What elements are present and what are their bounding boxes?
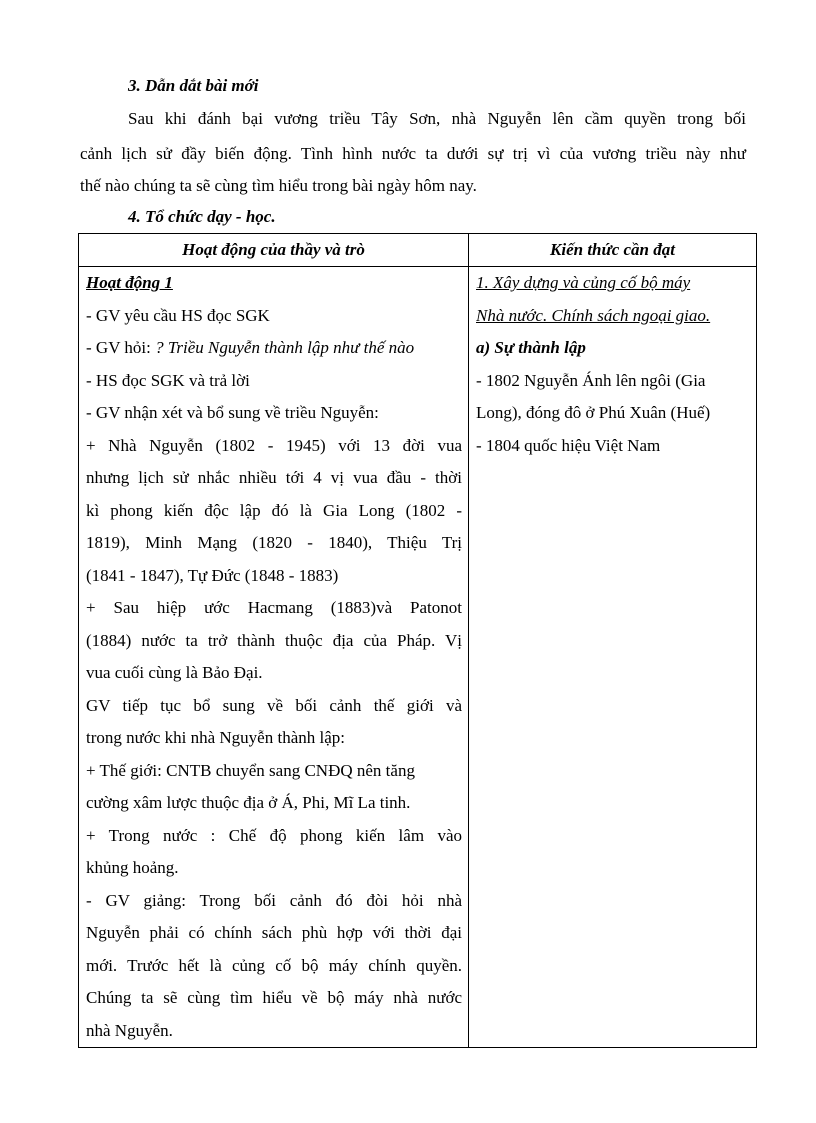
activity-line: Nguyễn phải có chính sách phù hợp với thời đại: [86, 923, 462, 942]
table-header-row: [79, 234, 757, 267]
activity-line: - GV nhận xét và bổ sung về triều Nguyễn:: [86, 403, 379, 422]
knowledge-title-line-2: Nhà nước. Chính sách ngoại giao.: [476, 305, 711, 325]
intro-paragraph-line-2: cảnh lịch sử đầy biến động. Tình hình nước ta dưới sự trị vì của vương triều này như: [80, 144, 746, 163]
activity-line: Chúng ta sẽ cùng tìm hiểu về bộ máy nhà nước: [86, 988, 462, 1007]
lesson-plan-table: [78, 233, 757, 1048]
activity-line: + Trong nước : Chế độ phong kiến lâm vào: [86, 825, 462, 845]
knowledge-line: Long), đóng đô ở Phú Xuân (Huế): [476, 403, 711, 422]
knowledge-title-line-1: 1. Xây dựng và củng cố bộ máy: [476, 273, 691, 292]
activity-line: - GV giảng: Trong bối cảnh đó đòi hỏi nhà: [86, 890, 462, 910]
knowledge-column: [469, 267, 757, 1048]
activity-line: trong nước khi nhà Nguyễn thành lập:: [86, 728, 345, 747]
header-teacher-student-activity: Hoạt động của thầy và trò: [79, 234, 469, 267]
activity-line: 1819), Minh Mạng (1820 - 1840), Thiệu Trị: [86, 533, 462, 552]
activity-line: - HS đọc SGK và trả lời: [86, 370, 250, 390]
intro-paragraph-line-1: Sau khi đánh bại vương triều Tây Sơn, nhà Nguyễn lên cầm quyền trong bối: [128, 109, 746, 128]
question-prefix: - GV hỏi:: [86, 338, 156, 357]
knowledge-line: - 1804 quốc hiệu Việt Nam: [476, 435, 661, 455]
intro-paragraph-line-3: thế nào chúng ta sẽ cùng tìm hiểu trong bài ngày hôm nay.: [80, 176, 477, 195]
activity-title: Hoạt động 1: [86, 273, 173, 292]
activity-line: cường xâm lược thuộc địa ở Á, Phi, Mĩ La tinh.: [86, 793, 411, 812]
activity-line: + Sau hiệp ước Hacmang (1883)và Patonot: [86, 598, 462, 617]
knowledge-line: - 1802 Nguyễn Ánh lên ngôi (Gia: [476, 370, 706, 390]
activity-line: + Thế giới: CNTB chuyển sang CNĐQ nên tăng: [86, 760, 415, 780]
activity-line: (1841 - 1847), Tự Đức (1848 - 1883): [86, 565, 339, 585]
section-3-heading: 3. Dẫn dắt bài mới: [128, 76, 259, 95]
activity-line: khủng hoảng.: [86, 858, 179, 877]
activity-line: + Nhà Nguyễn (1802 - 1945) với 13 đời vua: [86, 435, 462, 455]
activity-line: (1884) nước ta trở thành thuộc địa của Pháp. Vị: [86, 630, 462, 650]
section-4-heading: 4. Tổ chức dạy - học.: [128, 207, 276, 226]
activity-line: nhà Nguyễn.: [86, 1020, 173, 1040]
question-text: ? Triều Nguyễn thành lập như thế nào: [155, 338, 415, 357]
knowledge-subheading: a) Sự thành lập: [476, 338, 586, 357]
activity-line: kì phong kiến độc lập đó là Gia Long (1802 -: [86, 500, 462, 520]
activity-column: [79, 267, 469, 1048]
header-knowledge-to-achieve: Kiến thức cần đạt: [469, 234, 757, 267]
activity-line: vua cuối cùng là Bảo Đại.: [86, 663, 263, 682]
activity-line: - GV yêu cầu HS đọc SGK: [86, 305, 270, 325]
activity-line: GV tiếp tục bổ sung về bối cảnh thế giới và: [86, 695, 462, 715]
table-body-row: [79, 267, 757, 1048]
activity-line: nhưng lịch sử nhắc nhiều tới 4 vị vua đầu - thời: [86, 468, 462, 487]
activity-line: mới. Trước hết là củng cố bộ máy chính quyền.: [86, 955, 462, 975]
activity-line-question: [86, 332, 462, 365]
